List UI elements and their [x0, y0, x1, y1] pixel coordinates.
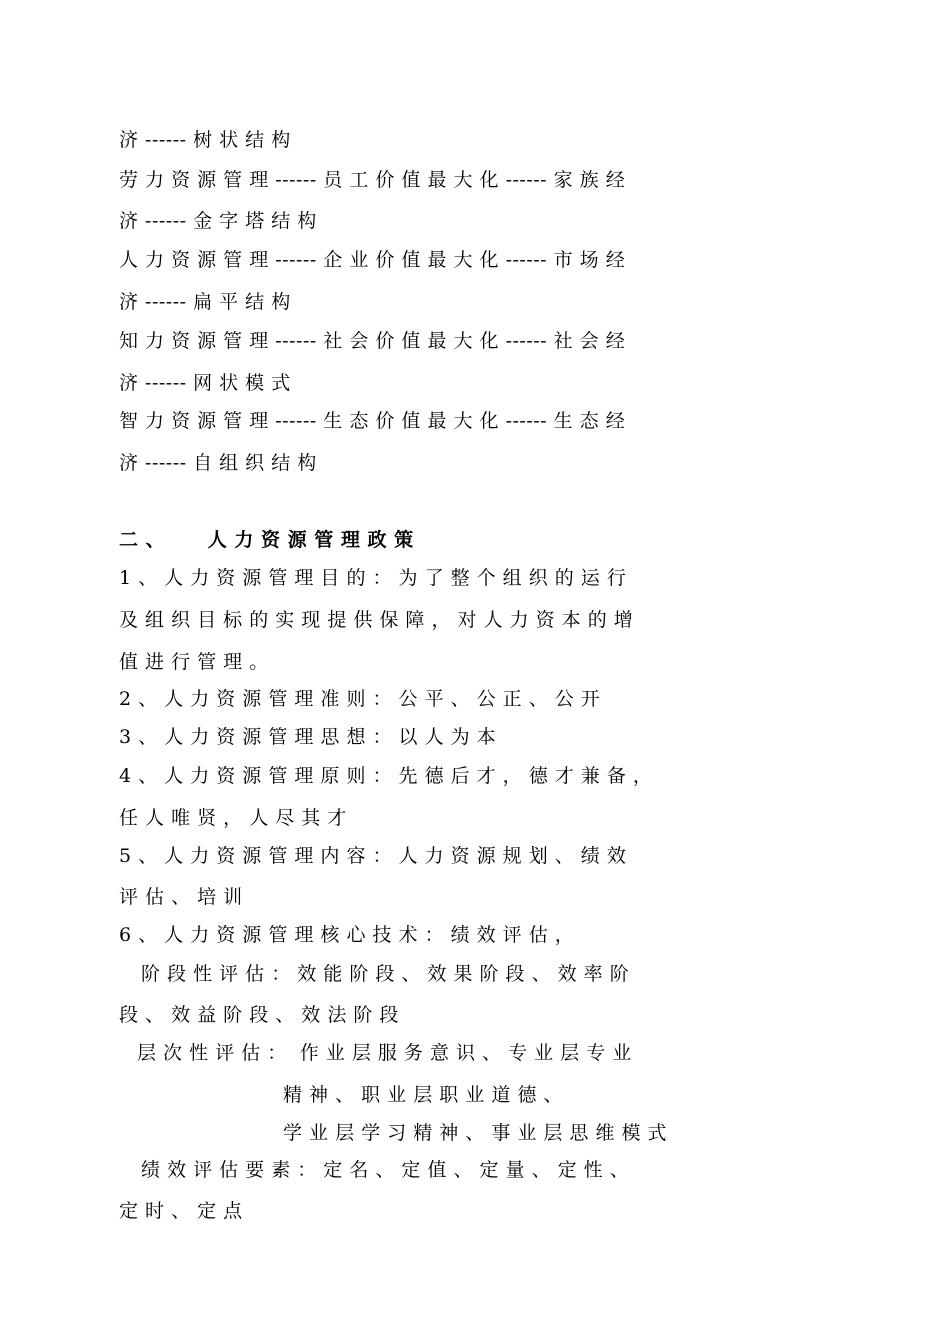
text-line: 及 组 织 目 标 的 实 现 提 供 保 障 ， 对 人 力 资 本 的 增	[119, 609, 634, 631]
text-line: 4 、 人 力 资 源 管 理 原 则 ： 先 德 后 才 ， 德 才 兼 备 ，	[119, 765, 653, 787]
text-line: 3 、 人 力 资 源 管 理 思 想 ： 以 人 为 本	[119, 726, 497, 748]
text-line: 济 ------ 网 状 模 式	[119, 372, 291, 394]
text-line: 评 估 、 培 训	[119, 886, 243, 908]
text-line: 6 、 人 力 资 源 管 理 核 心 技 术 ： 绩 效 评 估 ，	[119, 924, 575, 946]
text-line: 济 ------ 金 字 塔 结 构	[119, 210, 317, 232]
text-line: 济 ------ 自 组 织 结 构	[119, 452, 317, 474]
text-line: 1 、 人 力 资 源 管 理 目 的 ： 为 了 整 个 组 织 的 运 行	[119, 567, 627, 589]
text-line: 智 力 资 源 管 理 ------ 生 态 价 值 最 大 化 ------ 生 态 经	[119, 410, 626, 432]
text-line: 定 时 、 定 点	[119, 1200, 243, 1222]
text-line: 劳 力 资 源 管 理 ------ 员 工 价 值 最 大 化 ------ 家 族 经	[119, 169, 626, 191]
text-line: 阶 段 性 评 估 ： 效 能 阶 段 、 效 果 阶 段 、 效 率 阶	[141, 963, 630, 985]
text-line: 段 、 效 益 阶 段 、 效 法 阶 段	[119, 1004, 399, 1026]
text-line: 值 进 行 管 理 。	[119, 651, 269, 673]
text-line: 济 ------ 树 状 结 构	[119, 129, 291, 151]
text-line: 绩 效 评 估 要 素 ： 定 名 、 定 值 、 定 量 、 定 性 、	[141, 1159, 630, 1181]
text-line: 学 业 层 学 习 精 神 、 事 业 层 思 维 模 式	[283, 1122, 668, 1144]
text-line: 层 次 性 评 估 ： 作 业 层 服 务 意 识 、 专 业 层 专 业	[137, 1042, 632, 1064]
text-line: 知 力 资 源 管 理 ------ 社 会 价 值 最 大 化 ------ 社 会 经	[119, 330, 626, 352]
text-line: 济 ------ 扁 平 结 构	[119, 291, 291, 313]
text-line: 任 人 唯 贤 ， 人 尽 其 才	[119, 807, 347, 829]
text-line: 人 力 资 源 管 理 ------ 企 业 价 值 最 大 化 ------ 市 场 经	[119, 249, 626, 271]
text-line: 5 、 人 力 资 源 管 理 内 容 ： 人 力 资 源 规 划 、 绩 效	[119, 845, 627, 867]
section-heading: 二 、 人 力 资 源 管 理 政 策	[119, 529, 414, 551]
text-line: 精 神 、 职 业 层 职 业 道 德 、	[283, 1084, 563, 1106]
text-line: 2 、 人 力 资 源 管 理 准 则 ： 公 平 、 公 正 、 公 开	[119, 688, 601, 710]
